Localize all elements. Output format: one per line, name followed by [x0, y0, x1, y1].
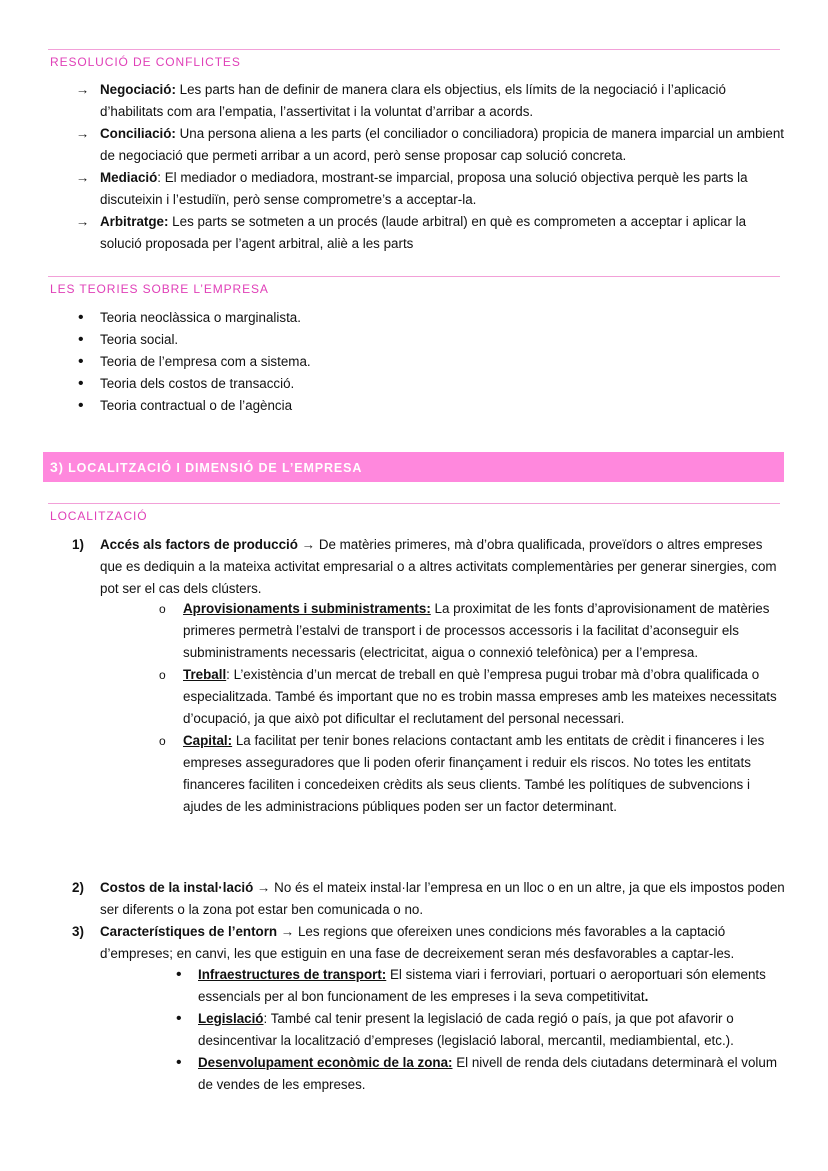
circle-bullet-icon: o — [159, 602, 166, 616]
list-item: → Negociació: Les parts han de definir de manera clara els objectius, els límits de la negociació i l’aplicació d’habilitats com ara l’empatia, l’assertivitat i la voluntat d’arribar a acords. — [100, 79, 785, 123]
list-item: • Teoria contractual o de l’agència — [100, 395, 780, 417]
arrow-icon: → — [76, 214, 90, 229]
list-item: • Teoria neoclàssica o marginalista. — [100, 307, 780, 329]
bullet-icon: • — [78, 397, 84, 414]
list-item: → Conciliació: Una persona aliena a les parts (el conciliador o conciliadora) propicia de manera imparcial un ambient de negociació que permeti arribar a un acord, però sense proposar cap solució concreta. — [100, 123, 785, 167]
right-arrow-icon: → — [257, 880, 271, 895]
arrow-icon: → — [76, 82, 90, 97]
list-item: • Teoria dels costos de transacció. — [100, 373, 780, 395]
chapter-banner: 3) LOCALITZACIÓ I DIMENSIÓ DE L’EMPRESA — [43, 452, 784, 482]
conflict-list — [76, 79, 785, 255]
circle-bullet-icon: o — [159, 668, 166, 682]
circle-bullet-icon: o — [159, 734, 166, 748]
list-item: 3) Característiques de l’entorn → Les regions que ofereixen unes condicions més favorables a la captació d’empreses; en canvi, les que estiguin en una fase de decreixement seran més desfavorables a captar-les. — [72, 924, 735, 961]
environment-list — [176, 964, 784, 1096]
section-divider — [48, 503, 780, 504]
localization-items-2-3 — [72, 877, 785, 965]
section-divider — [48, 276, 780, 277]
arrow-icon: → — [76, 170, 90, 185]
list-item: 2) Costos de la instal·lació → No és el mateix instal·lar l’empresa en un lloc o en un altre, ja que els impostos poden ser diferents o la zona pot estar ben comunicada o no. — [72, 880, 785, 917]
bullet-icon: • — [78, 331, 84, 348]
section-title-theories: LES TEORIES SOBRE L’EMPRESA — [50, 282, 269, 296]
list-item: • Teoria de l’empresa com a sistema. — [100, 351, 780, 373]
bullet-icon: • — [78, 375, 84, 392]
localization-item-1: 1) Accés als factors de producció → De matèries primeres, mà d’obra qualificada, proveïdors o altres empreses que es dediquin a la mateixa activitat empresarial o a altres activitats complementàries per generar sinergies, com pot ser el cas dels clústers. — [72, 537, 777, 596]
list-item: • Legislació: També cal tenir present la legislació de cada regió o país, ja que pot afavorir o desincentivar la localització d’empreses (legislació laboral, mercantil, mediambiental, etc.). — [176, 1010, 734, 1048]
bullet-icon: • — [176, 1054, 182, 1071]
arrow-icon: → — [76, 126, 90, 141]
section-title-conflicts: RESOLUCIÓ DE CONFLICTES — [50, 55, 241, 69]
bullet-icon: • — [78, 309, 84, 326]
section-divider — [48, 49, 780, 50]
list-item: o Treball: L’existència d’un mercat de treball en què l’empresa pugui trobar mà d’obra qualificada o especialitzada. També és important que no es trobin massa empreses amb les mateixes necessitats d’ocupació, ja que això pot dificultar el reclutament del personal necessari. — [183, 664, 783, 730]
list-item: • Infraestructures de transport: El sistema viari i ferroviari, portuari o aeroportuari són elements essencials per al bon funcionament de les empreses i la seva competitivitat. — [176, 966, 766, 1004]
right-arrow-icon: → — [301, 537, 316, 552]
list-item: o Capital: La facilitat per tenir bones relacions contactant amb les entitats de crèdit i financeres i les empreses asseguradores que li poden oferir finançament i reduir els riscos. No totes les entitats financeres faciliten i concedeixen crèdits als seus clients. També les polítiques de subvencions i ajudes de les administracions públiques poden ser un factor determinant. — [183, 730, 783, 818]
bullet-icon: • — [176, 1010, 182, 1027]
right-arrow-icon: → — [280, 924, 295, 939]
bullet-icon: • — [78, 353, 84, 370]
list-item: → Mediació: El mediador o mediadora, mostrant-se imparcial, proposa una solució objectiva perquè les parts la discuteixin i l’estudiïn, però sense comprometre’s a acceptar-la. — [100, 167, 785, 211]
list-item: • Teoria social. — [100, 329, 780, 351]
section-title-localization: LOCALITZACIÓ — [50, 509, 148, 523]
production-factors-list — [159, 598, 783, 818]
list-item: o Aprovisionaments i subministraments: La proximitat de les fonts d’aprovisionament de matèries primeres permetrà l’estalvi de transport i de processos accessoris i la facilitat d’aconseguir els subministraments necessaris (electricitat, aigua o connexió telefònica) per a l’empresa. — [183, 598, 783, 664]
theories-list — [78, 307, 780, 417]
list-item: • Desenvolupament econòmic de la zona: El nivell de renda dels ciutadans determinarà el volum de vendes de les empreses. — [176, 1054, 778, 1092]
bullet-icon: • — [176, 966, 182, 983]
list-item: → Arbitratge: Les parts se sotmeten a un procés (laude arbitral) en què es comprometen a acceptar i aplicar la solució proposada per l’agent arbitral, aliè a les parts — [100, 211, 785, 255]
